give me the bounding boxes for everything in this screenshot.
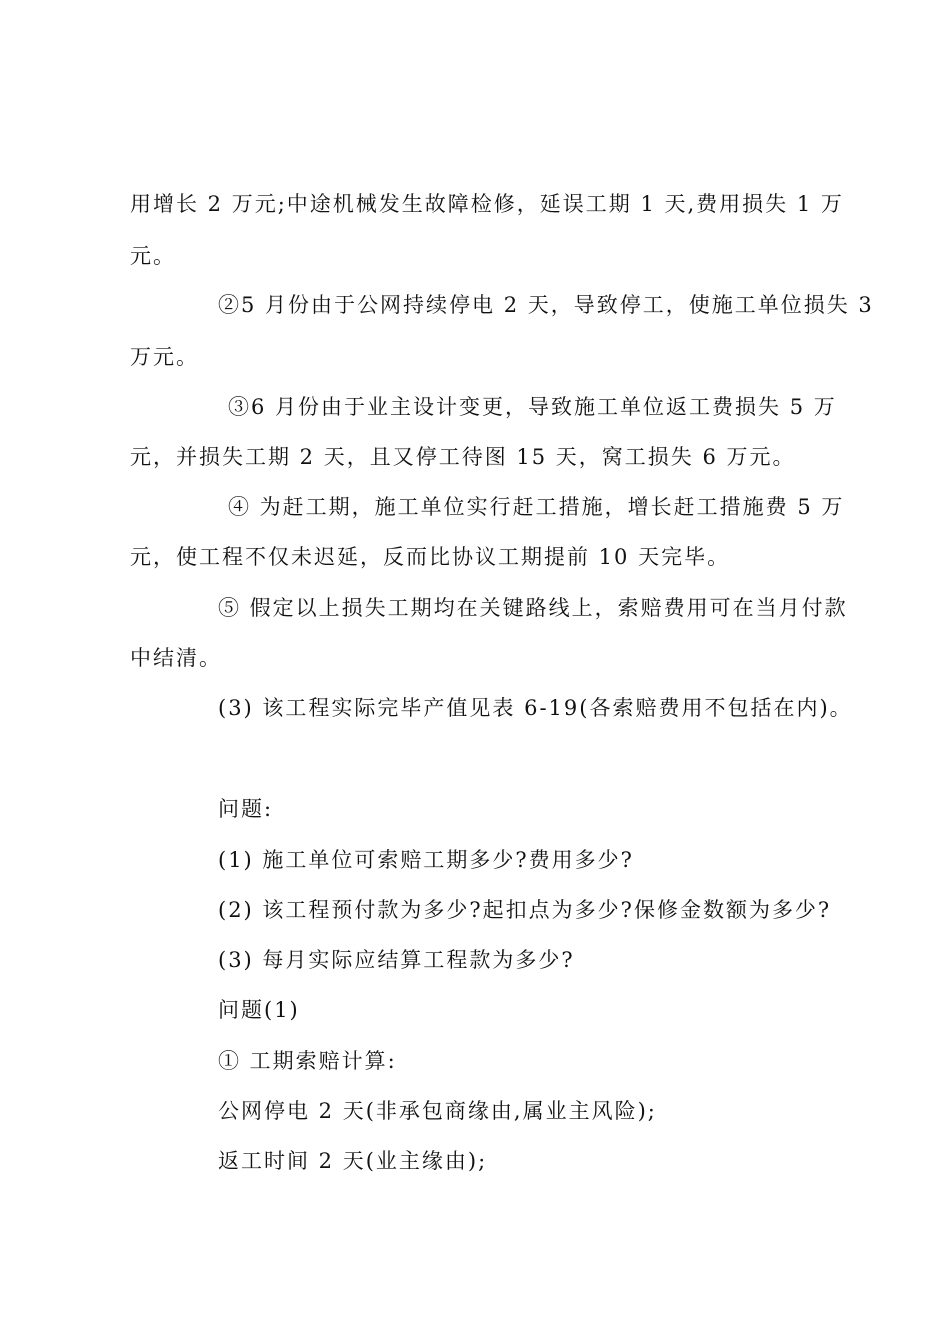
paragraph-5-line-2: 中结清。 xyxy=(130,646,222,670)
answer-heading: 问题(1) xyxy=(218,998,300,1022)
question-3: (3) 每月实际应结算工程款为多少? xyxy=(218,948,575,972)
paragraph-4-line-1: ④ 为赶工期，施工单位实行赶工措施，增长赶工措施费 5 万 xyxy=(228,495,845,519)
paragraph-2-line-2: 万元。 xyxy=(130,345,199,369)
questions-heading: 问题: xyxy=(218,797,274,821)
paragraph-3-line-2: 元，并损失工期 2 天，且又停工待图 15 天，窝工损失 6 万元。 xyxy=(130,445,796,469)
paragraph-2-line-1: ②5 月份由于公网持续停电 2 天，导致停工，使施工单位损失 3 xyxy=(218,293,874,317)
paragraph-5-line-1: ⑤ 假定以上损失工期均在关键路线上，索赔费用可在当月付款 xyxy=(218,596,848,620)
paragraph-1-line-1: 用增长 2 万元;中途机械发生故障检修，延误工期 1 天,费用损失 1 万 xyxy=(130,192,844,216)
paragraph-3-line-1: ③6 月份由于业主设计变更，导致施工单位返工费损失 5 万 xyxy=(228,395,837,419)
question-2: (2) 该工程预付款为多少?起扣点为多少?保修金数额为多少? xyxy=(218,898,832,922)
paragraph-6: (3) 该工程实际完毕产值见表 6-19(各索赔费用不包括在内)。 xyxy=(218,696,853,720)
paragraph-1-line-2: 元。 xyxy=(130,244,176,268)
question-1: (1) 施工单位可索赔工期多少?费用多少? xyxy=(218,848,634,872)
answer-line-2: 公网停电 2 天(非承包商缘由,属业主风险); xyxy=(218,1099,657,1123)
answer-line-1: ① 工期索赔计算: xyxy=(218,1049,397,1073)
answer-line-3: 返工时间 2 天(业主缘由); xyxy=(218,1149,488,1173)
paragraph-4-line-2: 元，使工程不仅未迟延，反而比协议工期提前 10 天完毕。 xyxy=(130,545,731,569)
